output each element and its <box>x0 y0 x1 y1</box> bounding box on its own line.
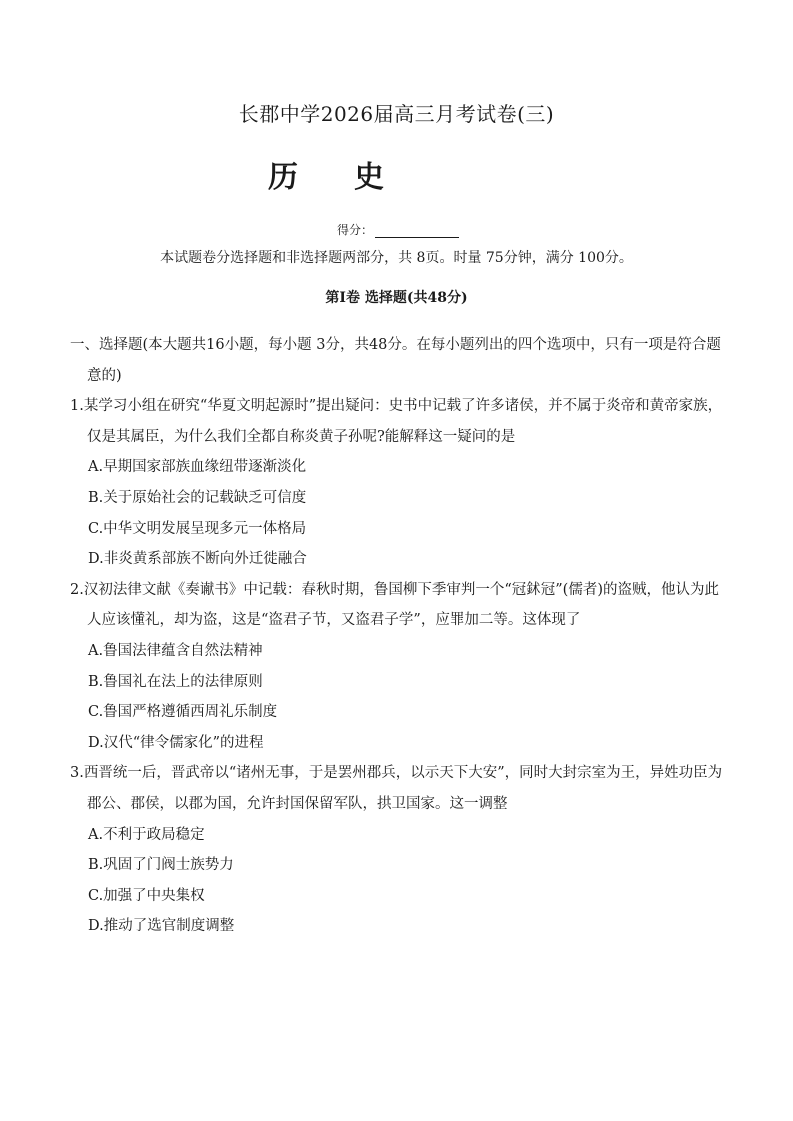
question-1-stem: 1.某学习小组在研究“华夏文明起源时”提出疑问：史书中记载了许多诸侯，并不属于炎帝和黄帝家族，仅是其属臣，为什么我们全都自称炎黄子孙呢?能解释这一疑问的是 <box>70 398 723 445</box>
question-1-option-d: D.非炎黄系部族不断向外迁徙融合 <box>88 551 307 568</box>
instructions: 一、选择题(本大题共16小题，每小题 3分，共48分。在每小题列出的四个选项中，只有一项是符合题意的) <box>70 337 721 384</box>
question-1-option-a: A.早期国家部族血缘纽带逐渐淡化 <box>88 459 307 476</box>
question-content <box>70 330 730 942</box>
question-3-option-b: B.巩固了门阀士族势力 <box>88 857 234 874</box>
subject-char-2: 史 <box>354 160 384 195</box>
question-2-option-c: C.鲁国严格遵循西周礼乐制度 <box>88 704 278 721</box>
subject-title <box>268 152 384 196</box>
score-label: 得分： <box>337 223 374 237</box>
question-3-option-c: C.加强了中央集权 <box>88 887 205 904</box>
exam-title: 长郡中学2026届高三月考试卷(三) <box>238 102 555 126</box>
question-1-option-c: C.中华文明发展呈现多元一体格局 <box>88 520 307 537</box>
question-2-stem: 2.汉初法律文献《奏谳书》中记载：春秋时期，鲁国柳下季审判一个“冠鉥冠”(儒者)的盗贼，他认为此人应该懂礼，却为盗，这是“盗君子节，又盗君子学”，应罪加二等。这体现了 <box>70 581 719 629</box>
question-2-option-a: A.鲁国法律蕴含自然法精神 <box>88 642 263 659</box>
section-heading: 第Ⅰ卷 选择题(共48分) <box>325 290 468 306</box>
question-3-option-d: D.推动了选官制度调整 <box>88 918 235 935</box>
question-2-option-b: B.鲁国礼在法上的法律原则 <box>88 673 263 690</box>
question-2-option-d: D.汉代“律令儒家化”的进程 <box>88 734 264 751</box>
score-field <box>337 221 459 238</box>
exam-intro: 本试题卷分选择题和非选择题两部分，共 8页。时量 75分钟，满分 100分。 <box>160 250 633 266</box>
question-3-option-a: A.不利于政局稳定 <box>88 826 205 843</box>
question-3-stem: 3.西晋统一后，晋武帝以“诸州无事，于是罢州郡兵，以示天下大安”，同时大封宗室为王，异姓功臣为郡公、郡侯，以郡为国，允许封国保留军队，拱卫国家。这一调整 <box>70 765 723 812</box>
subject-char-1: 历 <box>268 160 298 195</box>
score-blank-line <box>375 225 459 238</box>
question-1-option-b: B.关于原始社会的记载缺乏可信度 <box>88 489 307 506</box>
